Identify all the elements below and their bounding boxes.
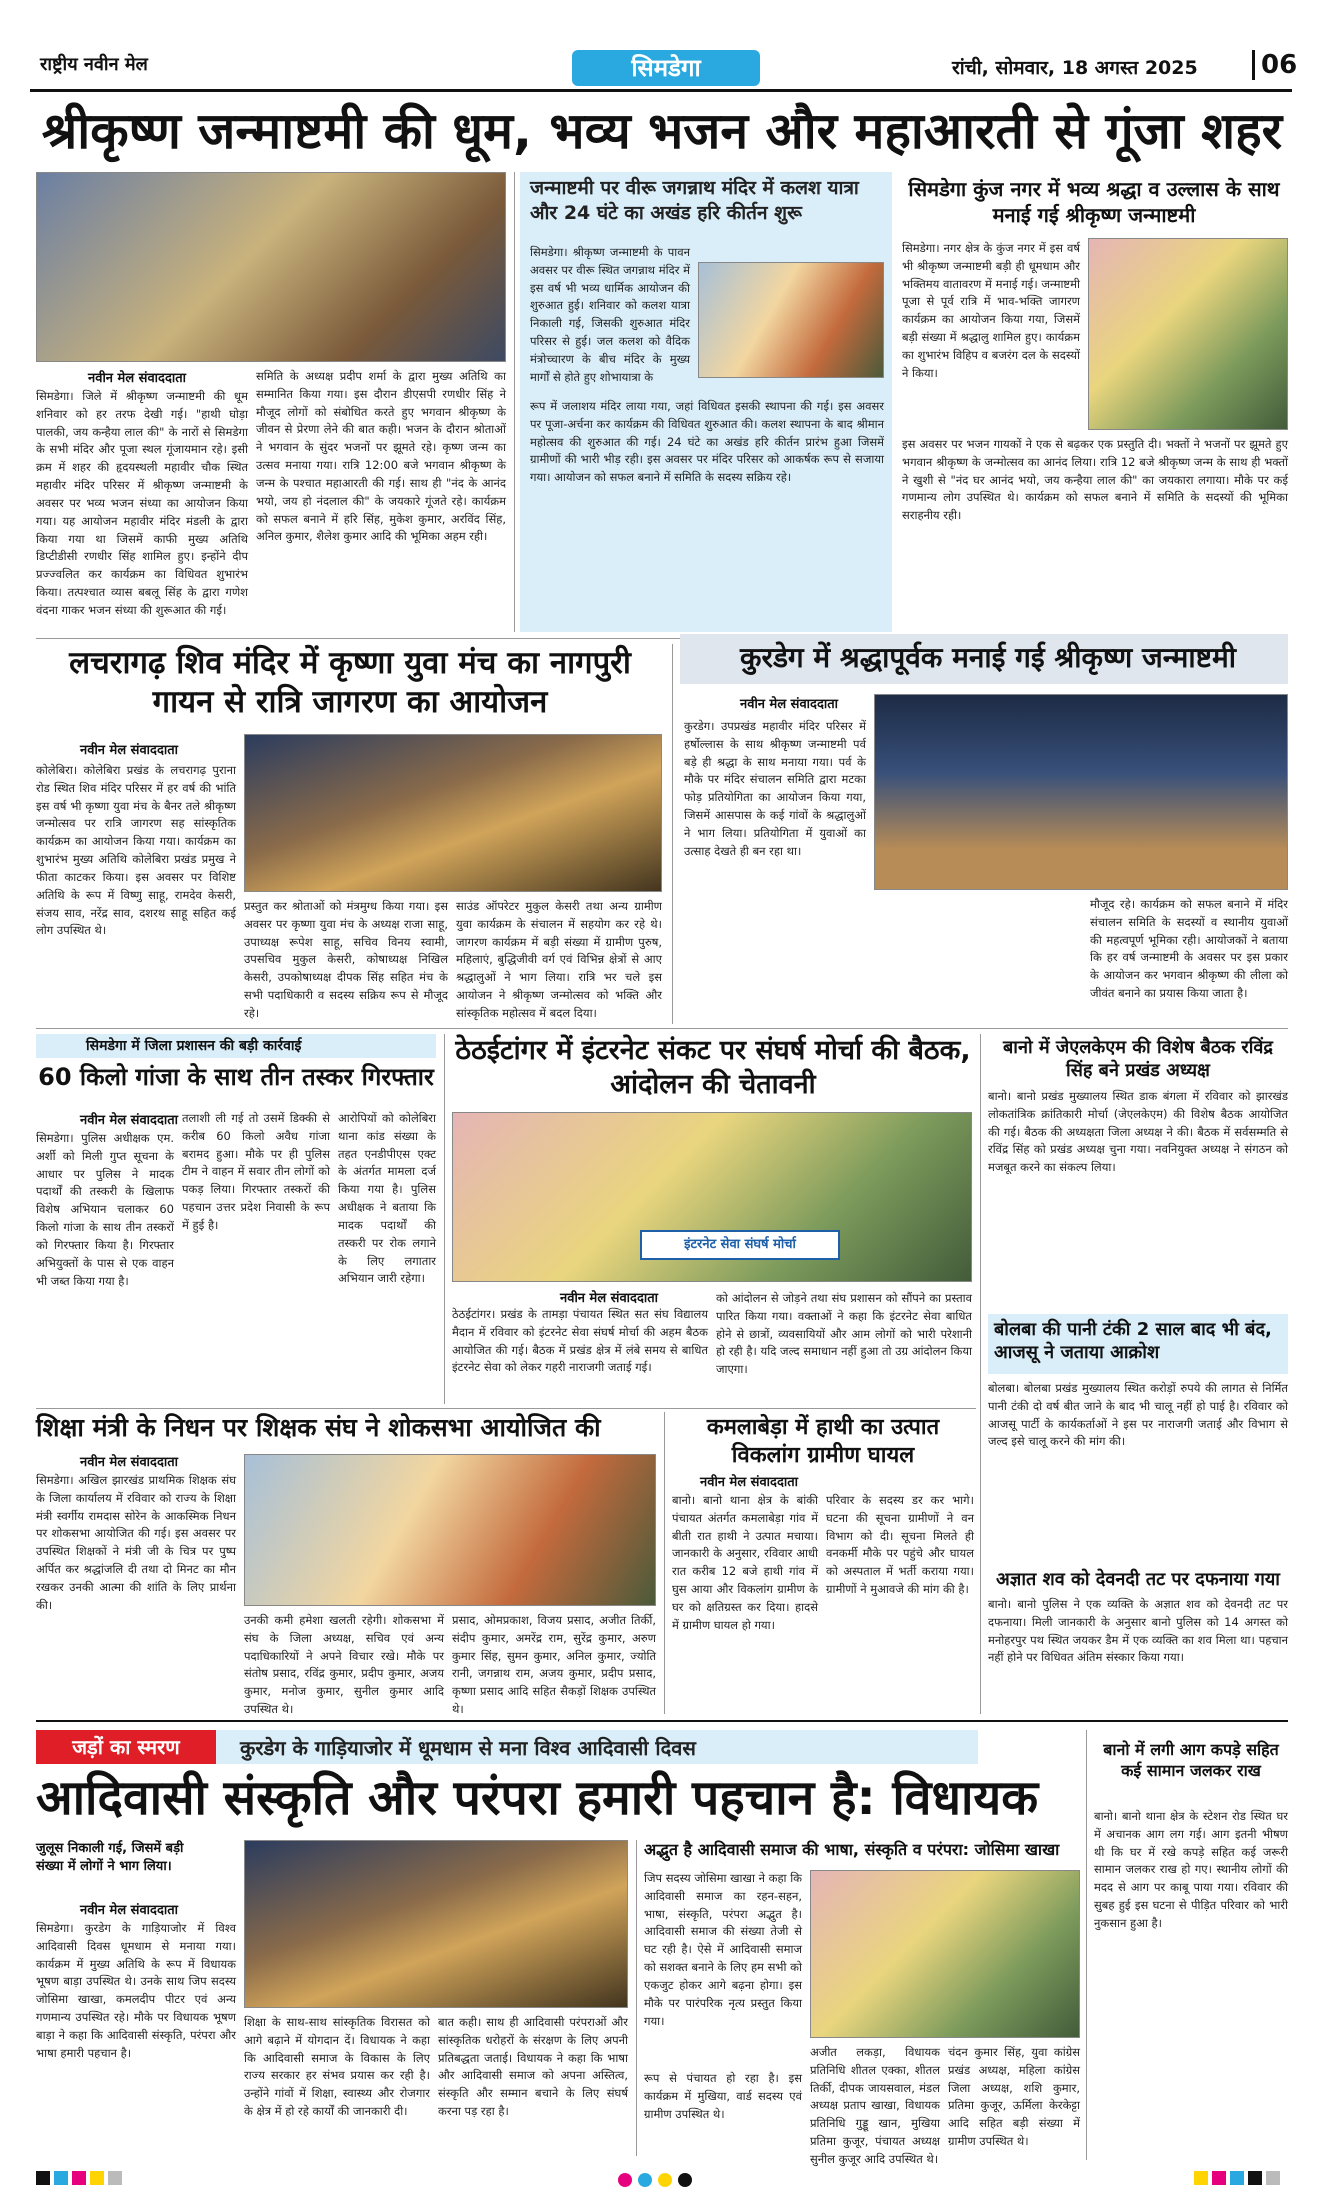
column-rule [980, 1034, 981, 1714]
story6-text-col2: तलाशी ली गई तो उसमें डिक्की से करीब 60 किलो अवैध गांजा बरामद हुआ। मौके पर ही पुलिस टीम ने वाहन में सवार तीन लोगों को पकड़ लिया। गिरफ्तार तस्करों की पहचान उत्तर प्रदेश निवासी के रूप में हुई है। [182, 1111, 330, 1232]
page-number: 06 [1252, 50, 1297, 80]
story7-byline: नवीन मेल संवाददाता [560, 1291, 658, 1306]
section-divider [36, 1408, 976, 1409]
column-rule [444, 1034, 445, 1404]
column-rule [1086, 1730, 1087, 2160]
story12-text-col1: बानो। बानो थाना क्षेत्र के बांकी पंचायत अंतर्गत कमलाबेड़ा गांव में बीती रात हाथी ने उत्पात मचाया। जानकारी के अनुसार, रविवार आधी रात करीब 12 बजे हाथी गांव में घुस आया और विकलांग ग्रामीण के घर को क्षतिग्रस्त कर दिया। हादसे में ग्रामीण घायल हो गया। [672, 1493, 818, 1632]
bottom-side-text-col1: जिप सदस्य जोसिमा खाखा ने कहा कि आदिवासी समाज का रहन-सहन, भाषा, संस्कृति, परंपरा अद्भुत है। आदिवासी समाज की संख्या तेजी से घट रही है। ऐसे में आदिवासी समाज को सशक्त बनाने के लिए हम सभी को एकजुट होकर आगे बढ़ना होगा। इस मौके पर पारंपरिक नृत्य प्रस्तुत किया गया। [644, 1871, 802, 2028]
story5-text-col2: मौजूद रहे। कार्यक्रम को सफल बनाने में मंदिर संचालन समिति के सदस्यों व स्थानीय युवाओं की महत्वपूर्ण भूमिका रही। आयोजकों ने बताया कि हर वर्ष जन्माष्टमी के अवसर पर इस प्रकार के आयोजन कर भगवान श्रीकृष्ण की लीला को जीवंत बनाने का प्रयास किया जाता है। [1090, 897, 1288, 1001]
column-rule [514, 172, 515, 632]
registration-marks-right [1194, 2170, 1284, 2189]
bottom-byline: नवीन मेल संवाददाता [80, 1903, 178, 1918]
column-rule [672, 644, 673, 1024]
bottom-side-text-col2: रूप से पंचायत हो रहा है। इस कार्यक्रम में मुखिया, वार्ड सदस्य एवं ग्रामीण उपस्थित थे। [644, 2071, 802, 2121]
bottom-side-text-col3: अजीत लकड़ा, विधायक प्रतिनिधि शीतल एक्का, शीतल तिर्की, दीपक जायसवाल, मंडल अध्यक्ष प्रताप खाखा, विधायक प्रतिनिधि गुड्डू खान, मुखिया प्रतिमा कुजूर, पंचायत अध्यक्ष सुनील कुजूर आदि उपस्थित थे। [810, 2045, 940, 2166]
story11-text-col3: प्रसाद, ओमप्रकाश, विजय प्रसाद, अजीत तिर्की, संदीप कुमार, अमरेंद्र राम, सुरेंद्र कुमार, अरुण कुमार सिंह, सुमन कुमार, अनिल कुमार, ज्योति रानी, जगन्नाथ राम, अजय कुमार, प्रदीप प्रसाद, कृष्णा प्रसाद आदि सहित सैकड़ों शिक्षक उपस्थित थे। [452, 1613, 656, 1717]
bottom-text-col2: शिक्षा के साथ-साथ सांस्कृतिक विरासत को आगे बढ़ाने में योगदान दें। विधायक ने कहा कि आदिवासी समाज के विकास के लिए राज्य सरकार हर संभव प्रयास कर रही है। उन्होंने गांवों में शिक्षा, स्वास्थ्य और रोजगार के क्षेत्र में हो रहे कार्यों की जानकारी दी। [244, 2015, 430, 2119]
bottom-tag: जड़ों का स्मरण [36, 1730, 216, 1764]
story6-headline: 60 किलो गांजा के साथ तीन तस्कर गिरफ्तार [38, 1063, 434, 1091]
dateline: रांची, सोमवार, 18 अगस्त 2025 [952, 57, 1198, 79]
story7-headline: ठेठईटांगर में इंटरनेट संकट पर संघर्ष मोर्चा की बैठक, आंदोलन की चेतावनी [455, 1035, 971, 1100]
story5-headline: कुरडेग में श्रद्धापूर्वक मनाई गई श्रीकृष्ण जन्माष्टमी [739, 641, 1237, 674]
registration-marks-left [36, 2170, 126, 2189]
lead-byline: नवीन मेल संवाददाता [88, 371, 186, 386]
story5-byline: नवीन मेल संवाददाता [740, 697, 838, 712]
story11-text-col2: उनकी कमी हमेशा खलती रहेगी। शोकसभा में संघ के जिला अध्यक्ष, सचिव एवं अन्य पदाधिकारियों ने अपने विचार रखे। मौके पर संतोष प्रसाद, रविंद्र कुमार, प्रदीप कुमार, अजय कुमार, मनोज कुमार, सुनील कुमार आदि उपस्थित थे। [244, 1613, 444, 1717]
section-divider [36, 1028, 1288, 1029]
bottom-side-headline: अद्भुत है आदिवासी समाज की भाषा, संस्कृति व परंपरा: जोसिमा खाखा [644, 1840, 1060, 1859]
story9-text: बोलबा। बोलबा प्रखंड मुख्यालय स्थित करोड़ों रुपये की लागत से निर्मित पानी टंकी दो वर्ष बीत जाने के बाद भी चालू नहीं हो पाई है। रविवार को आजसू पार्टी के कार्यकर्ताओं ने इस पर नाराजगी जताई और विभाग से जल्द इसे चालू करने की मांग की। [988, 1381, 1288, 1449]
column-rule [664, 1412, 665, 1714]
story7-banner: इंटरनेट सेवा संघर्ष मोर्चा [640, 1230, 840, 1260]
section-label: सिमडेगा [572, 50, 760, 86]
story4-text-col1: कोलेबिरा। कोलेबिरा प्रखंड के लचरागढ़ पुराना रोड स्थित शिव मंदिर परिसर में हर वर्ष की भांति इस वर्ष भी कृष्णा युवा मंच के बैनर तले श्रीकृष्ण जन्मोत्सव पर रात्रि जागरण सह सांस्कृतिक कार्यक्रम का आयोजन किया गया। कार्यक्रम का शुभारंभ मुख्य अतिथि कोलेबिरा प्रखंड प्रमुख ने फीता काटकर किया। इस अवसर पर विशिष्ट अतिथि के रूप में विष्णु साहू, रामदेव केसरी, संजय साव, नरेंद्र साव, दशरथ साहू सहित कई लोग उपस्थित थे। [36, 763, 236, 938]
lead-headline: श्रीकृष्ण जन्माष्टमी की धूम, भव्य भजन और महाआरती से गूंजा शहर [41, 102, 1283, 160]
story6-kicker: सिमडेगा में जिला प्रशासन की बड़ी कार्रवाई [86, 1038, 302, 1054]
story5-text-col1: कुरडेग। उपप्रखंड महावीर मंदिर परिसर में हर्षोल्लास के साथ श्रीकृष्ण जन्माष्टमी पर्व बड़े ही श्रद्धा के साथ मनाया गया। पर्व के मौके पर मंदिर संचालन समिति द्वारा मटका फोड़ प्रतियोगिता का आयोजन किया गया, जिसमें आसपास के कई गांवों के श्रद्धालुओं ने भाग लिया। प्रतियोगिता में युवाओं का उत्साह देखते ही बन रहा था। [684, 719, 866, 858]
story13-headline: बानो में लगी आग कपड़े सहित कई सामान जलकर राख [1103, 1740, 1279, 1780]
story10-headline: अज्ञात शव को देवनदी तट पर दफनाया गया [996, 1569, 1280, 1590]
story4-photo [244, 734, 662, 892]
story4-text-col2: प्रस्तुत कर श्रोताओं को मंत्रमुग्ध किया गया। इस अवसर पर कृष्णा युवा मंच के अध्यक्ष राजा साहू, उपाध्यक्ष रूपेश साहू, सचिव विनय स्वामी, उपसचिव मुकुल केसरी, कोषाध्यक्ष निखिल केसरी, उपकोषाध्यक्ष दीपक सिंह सहित मंच के सभी पदाधिकारी व सदस्य सक्रिय रूप से मौजूद रहे। [244, 899, 448, 1020]
story4-byline: नवीन मेल संवाददाता [80, 743, 178, 758]
story4-headline: लचरागढ़ शिव मंदिर में कृष्णा युवा मंच का नागपुरी गायन से रात्रि जागरण का आयोजन [69, 645, 631, 720]
bottom-side-text-col4: चंदन कुमार सिंह, युवा कांग्रेस प्रखंड अध्यक्ष, महिला कांग्रेस जिला अध्यक्ष, शशि कुमार, प्रतिमा कुजूर, ऊर्मिला केरकेट्टा आदि सहित बड़ी संख्या में ग्रामीण उपस्थित थे। [948, 2045, 1080, 2149]
story11-photo [244, 1454, 656, 1606]
story12-byline: नवीन मेल संवाददाता [700, 1475, 798, 1490]
story8-headline: बानो में जेएलकेएम की विशेष बैठक रविंद्र सिंह बने प्रखंड अध्यक्ष [1003, 1037, 1273, 1082]
story11-headline: शिक्षा मंत्री के निधन पर शिक्षक संघ ने शोकसभा आयोजित की [36, 1413, 601, 1442]
bottom-text-col3: बात कही। साथ ही आदिवासी परंपराओं और सांस्कृतिक धरोहरों के संरक्षण के लिए अपनी प्रतिबद्धता जताई। विधायक ने कहा कि भाषा और आदिवासी समाज को अपना अस्तित्व, संस्कृति और सम्मान बचाने के लिए संघर्ष करना पड़ रहा है। [438, 2015, 628, 2119]
story3-headline: सिमडेगा कुंज नगर में भव्य श्रद्धा व उल्लास के साथ मनाई गई श्रीकृष्ण जन्माष्टमी [908, 177, 1280, 227]
bottom-photo1 [244, 1840, 628, 2008]
story2-text-col2: रूप में जलाशय मंदिर लाया गया, जहां विधिवत इसकी स्थापना की गई। इस अवसर पर पूजा-अर्चना कर कार्यक्रम की विधिवत शुरुआत की। कलश स्थापना के बाद श्रीमान महोत्सव की शुरुआत की गई। 24 घंटे का अखंड हरि कीर्तन प्रारंभ हुआ जिसमें ग्रामीणों की भारी भीड़ रही। इस अवसर पर मंदिर परिसर को आकर्षक रूप से सजाया गया। आयोजन को सफल बनाने में समिति के सदस्य सक्रिय रहे। [530, 399, 884, 485]
lead-text-col2: समिति के अध्यक्ष प्रदीप शर्मा के द्वारा मुख्य अतिथि का सम्मानित किया गया। इस दौरान डीएसपी रणधीर सिंह ने मौजूद लोगों को संबोधित करते हुए भगवान श्रीकृष्ण के जीवन से प्रेरणा लेने की बात कही। भजन के दौरान श्रोताओं ने भगवान के सुंदर भजनों पर झूमते रहे। कृष्ण जन्म का उत्सव मनाया गया। रात्रि 12:00 बजे भगवान श्रीकृष्ण के जन्म के पश्चात महाआरती की गई। साथ ही "नंद के आनंद भयो, जय हो नंदलाल की" के जयकारे गूंजते रहे। कार्यक्रम को सफल बनाने में हरि सिंह, मुकेश कुमार, अरविंद सिंह, अनिल कुमार, शैलेश कुमार आदि की भूमिका अहम रही। [256, 369, 506, 544]
story6-text-col3: आरोपियों को कोलेबिरा थाना कांड संख्या के तहत एनडीपीएस एक्ट के अंतर्गत मामला दर्ज किया गया है। पुलिस अधीक्षक ने बताया कि मादक पदार्थों की तस्करी पर रोक लगाने के लिए लगातार अभियान जारी रहेगा। [338, 1111, 436, 1286]
story13-text: बानो। बानो थाना क्षेत्र के स्टेशन रोड स्थित घर में अचानक आग लग गई। आग इतनी भीषण थी कि घर में रखे कपड़े सहित कई जरूरी सामान जलकर राख हो गए। स्थानीय लोगों की मदद से आग पर काबू पाया गया। रविवार की सुबह हुई इस घटना से पीड़ित परिवार को भारी नुकसान हुआ है। [1094, 1809, 1288, 1930]
story5-photo [874, 694, 1288, 890]
story2-text-col1: सिमडेगा। श्रीकृष्ण जन्माष्टमी के पावन अवसर पर वीरू स्थित जगन्नाथ मंदिर में इस वर्ष भी भव्य धार्मिक आयोजन की शुरुआत हुई। शनिवार को कलश यात्रा निकाली गई, जिसकी शुरुआत मंदिर परिसर से हुई। जल कलश को वैदिक मंत्रोच्चारण के बीच मंदिर के मुख्य मार्गों से होते हुए शोभायात्रा के [530, 245, 690, 384]
bottom-bullet: जुलूस निकाली गई, जिसमें बड़ी संख्या में लोगों ने भाग लिया। [36, 1841, 184, 1875]
story8-text: बानो। बानो प्रखंड मुख्यालय स्थित डाक बंगला में रविवार को झारखंड लोकतांत्रिक क्रांतिकारी मोर्चा (जेएलकेएम) की विशेष बैठक आयोजित की गई। बैठक की अध्यक्षता जिला अध्यक्ष ने की। बैठक में सर्वसम्मति से रविंद्र सिंह को प्रखंड अध्यक्ष चुना गया। नवनियुक्त अध्यक्ष ने संगठन को मजबूत करने का संकल्प लिया। [988, 1089, 1288, 1175]
bottom-photo2 [810, 1870, 1080, 2038]
story10-text: बानो। बानो पुलिस ने एक व्यक्ति के अज्ञात शव को देवनदी तट पर दफनाया। मिली जानकारी के अनुसार बानो पुलिस को 14 अगस्त को मनोहरपुर पथ स्थित जयकर डैम में एक व्यक्ति का शव मिला था। पहचान नहीं होने पर विधिवत अंतिम संस्कार किया गया। [988, 1597, 1288, 1665]
registration-dots [618, 2172, 698, 2191]
story12-text-col2: परिवार के सदस्य डर कर भागे। घटना की सूचना ग्रामीणों ने वन विभाग को दी। सूचना मिलते ही वनकर्मी मौके पर पहुंचे और घायल को अस्पताल में भर्ती कराया गया। ग्रामीणों ने मुआवजे की मांग की है। [826, 1493, 974, 1597]
story6-byline: नवीन मेल संवाददाता [80, 1113, 178, 1128]
story2-headline: जन्माष्टमी पर वीरू जगन्नाथ मंदिर में कलश यात्रा और 24 घंटे का अखंड हरि कीर्तन शुरू [530, 177, 859, 224]
bottom-top-rule [36, 1720, 1288, 1722]
bottom-headline: आदिवासी संस्कृति और परंपरा हमारी पहचान है: विधायक [36, 1770, 1039, 1826]
bottom-subhead: कुरडेग के गाड़ियाजोर में धूमधाम से मना विश्व आदिवासी दिवस [240, 1736, 696, 1760]
bottom-text-col1: सिमडेगा। कुरडेग के गाड़ियाजोर में विश्व आदिवासी दिवस धूमधाम से मनाया गया। कार्यक्रम में मुख्य अतिथि के रूप में विधायक भूषण बाड़ा उपस्थित थे। उनके साथ जिप सदस्य जोसिमा खाखा, कमलदीप पीटर एवं अन्य गणमान्य उपस्थित रहे। मौके पर विधायक भूषण बाड़ा ने कहा कि आदिवासी संस्कृति, परंपरा और भाषा हमारी पहचान है। [36, 1921, 236, 2060]
story6-text-col1: सिमडेगा। पुलिस अधीक्षक एम. अर्शी को मिली गुप्त सूचना के आधार पर पुलिस ने मादक पदार्थों की तस्करी के खिलाफ विशेष अभियान चलाकर 60 किलो गांजा के साथ तीन तस्करों को गिरफ्तार किया है। गिरफ्तार अभियुक्तों के पास से एक वाहन भी जब्त किया गया है। [36, 1131, 174, 1288]
lead-text-col1: सिमडेगा। जिले में श्रीकृष्ण जन्माष्टमी की धूम शनिवार को हर तरफ देखी गई। "हाथी घोड़ा पालकी, जय कन्हैया लाल की" के नारों से सिमडेगा के सभी मंदिर और पूजा स्थल गूंजायमान रहे। इसी क्रम में शहर की हृदयस्थली महावीर चौक स्थित महावीर मंदिर परिसर में श्रीकृष्ण जन्माष्टमी के अवसर पर भव्य भजन संध्या का आयोजन किया गया। यह आयोजन महावीर मंदिर मंडली के द्वारा किया गया था जिसमें काफी मुख्य अतिथि डिप्टीडीसी रणधीर सिंह शामिल हुए। इन्होंने दीप प्रज्ज्वलित कर कार्यक्रम का विधिवत शुभारंभ किया। तत्पश्चात व्यास बबलू सिंह के द्वारा गणेश वंदना गाकर भजन संध्या की शुरूआत की गई। [36, 389, 248, 617]
story7-text-col2: को आंदोलन से जोड़ने तथा संघ प्रशासन को सौंपने का प्रस्ताव पारित किया गया। वक्ताओं ने कहा कि इंटरनेट सेवा बाधित होने से छात्रों, व्यवसायियों और आम लोगों को भारी परेशानी हो रही है। यदि जल्द समाधान नहीं हुआ तो उग्र आंदोलन किया जाएगा। [716, 1291, 972, 1377]
story9-headline: बोलबा की पानी टंकी 2 साल बाद भी बंद, आजसू ने जताया आक्रोश [994, 1319, 1272, 1364]
column-rule [636, 1840, 637, 2156]
lead-photo [36, 172, 506, 362]
story3-text-col1: सिमडेगा। नगर क्षेत्र के कुंज नगर में इस वर्ष भी श्रीकृष्ण जन्माष्टमी बड़ी ही धूमधाम और भक्तिमय वातावरण में मनाई गई। जन्माष्टमी पूजा से पूर्व रात्रि में भाव-भक्ति जागरण कार्यक्रम का आयोजन किया गया, जिसमें बड़ी संख्या में श्रद्धालु शामिल हुए। कार्यक्रम का शुभारंभ विहिप व बजरंग दल के सदस्यों ने किया। [902, 241, 1080, 380]
story2-photo [698, 262, 884, 378]
story7-text-col1: ठेठईटांगर। प्रखंड के तामड़ा पंचायत स्थित सत संघ विद्यालय मैदान में रविवार को इंटरनेट सेवा संघर्ष मोर्चा की अहम बैठक आयोजित की गई। बैठक में प्रखंड क्षेत्र में लंबे समय से बाधित इंटरनेट सेवा को लेकर गहरी नाराजगी जताई गई। [452, 1307, 708, 1375]
newspaper-brand: राष्ट्रीय नवीन मेल [40, 54, 148, 75]
story11-text-col1: सिमडेगा। अखिल झारखंड प्राथमिक शिक्षक संघ के जिला कार्यालय में रविवार को राज्य के शिक्षा मंत्री स्वर्गीय रामदास सोरेन के आकस्मिक निधन पर शोकसभा आयोजित की गई। इस अवसर पर उपस्थित शिक्षकों ने मंत्री जी के चित्र पर पुष्प अर्पित कर श्रद्धांजलि दी तथा दो मिनट का मौन रखकर उनकी आत्मा की शांति के लिए प्रार्थना की। [36, 1473, 236, 1612]
story12-headline: कमलाबेड़ा में हाथी का उत्पात विकलांग ग्रामीण घायल [706, 1415, 940, 1469]
story11-byline: नवीन मेल संवाददाता [80, 1455, 178, 1470]
story3-photo [1088, 238, 1288, 430]
story4-text-col3: साउंड ऑपरेटर मुकुल केसरी तथा अन्य ग्रामीण युवा कार्यक्रम के संचालन में सहयोग कर रहे थे। जागरण कार्यक्रम में बड़ी संख्या में ग्रामीण पुरुष, महिलाएं, बुद्धिजीवी वर्ग एवं विभिन्न क्षेत्रों से आए श्रद्धालुओं ने भाग लिया। रात्रि भर चले इस आयोजन ने श्रीकृष्ण जन्मोत्सव को भक्ति और सांस्कृतिक महोत्सव में बदल दिया। [456, 899, 662, 1020]
story3-text-col2: इस अवसर पर भजन गायकों ने एक से बढ़कर एक प्रस्तुति दी। भक्तों ने भजनों पर झूमते हुए भगवान श्रीकृष्ण के जन्मोत्सव का आनंद लिया। रात्रि 12 बजे श्रीकृष्ण जन्म के साथ ही भक्तों ने खुशी से "नंद घर आनंद भयो, जय कन्हैया लाल की" का जयकारा लगाया। मौके पर कई गणमान्य लोग उपस्थित थे। कार्यक्रम को सफल बनाने में समिति के सदस्यों की भूमिका सराहनीय रही। [902, 437, 1288, 523]
